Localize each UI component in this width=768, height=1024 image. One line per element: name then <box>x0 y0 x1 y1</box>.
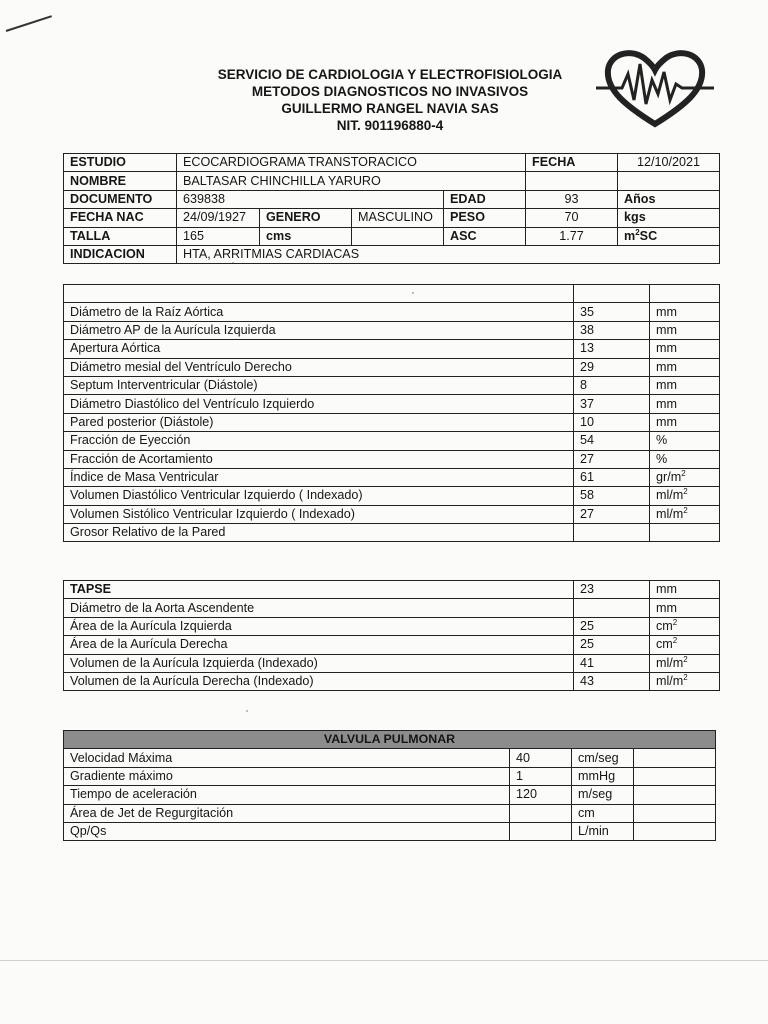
peso-value: 70 <box>526 209 618 227</box>
measurement-value: 10 <box>574 413 650 431</box>
measurement-label: Pared posterior (Diástole) <box>64 413 574 431</box>
measurement-value: 54 <box>574 432 650 450</box>
unit-superscript: 2 <box>683 505 688 515</box>
table-row <box>64 358 720 376</box>
empty-cell <box>634 822 716 840</box>
nombre-label: NOMBRE <box>64 172 177 190</box>
unit-text: % <box>656 451 668 466</box>
pulmonary-value <box>510 822 572 840</box>
unit-text: mm <box>656 582 677 597</box>
measurement-unit <box>650 599 720 617</box>
measurement-label: Volumen de la Aurícula Izquierda (Indexado) <box>64 654 574 672</box>
genero-label: GENERO <box>260 209 352 227</box>
pulmonary-unit: cm <box>572 804 634 822</box>
table-row <box>64 432 720 450</box>
measurement-label: Índice de Masa Ventricular <box>64 468 574 486</box>
unit-text: ml/m <box>656 488 684 503</box>
table-row <box>64 172 720 190</box>
pulmonary-valve-table <box>63 730 716 841</box>
table-row <box>64 321 720 339</box>
table-row <box>64 767 716 785</box>
pulmonary-valve-title: VALVULA PULMONAR <box>64 731 716 749</box>
unit-text: gr/m <box>656 470 682 485</box>
estudio-value: ECOCARDIOGRAMA TRANSTORACICO <box>177 154 526 172</box>
asc-label: ASC <box>444 227 526 245</box>
unit-text: mm <box>656 414 677 429</box>
table-row <box>64 731 716 749</box>
table-row <box>64 487 720 505</box>
measurement-label: Septum Interventricular (Diástole) <box>64 376 574 394</box>
measurement-value: 27 <box>574 450 650 468</box>
talla-unit: cms <box>260 227 352 245</box>
unit-superscript: 2 <box>683 672 688 682</box>
table-row <box>64 190 720 208</box>
table-row <box>64 804 716 822</box>
table-row <box>64 581 720 599</box>
pulmonary-unit: mmHg <box>572 767 634 785</box>
table-row <box>64 672 720 690</box>
unit-text: mm <box>656 600 677 615</box>
table-row <box>64 636 720 654</box>
measurement-unit <box>650 617 720 635</box>
empty-cell <box>634 804 716 822</box>
pulmonary-value: 120 <box>510 786 572 804</box>
table-row <box>64 227 720 245</box>
unit-text: ml/m <box>656 506 684 521</box>
header-line-3: GUILLERMO RANGEL NAVIA SAS <box>281 101 499 116</box>
right-heart-table <box>63 580 720 691</box>
fecha-nac-value: 24/09/1927 <box>177 209 260 227</box>
estudio-label: ESTUDIO <box>64 154 177 172</box>
measurement-label: Diámetro Diastólico del Ventrículo Izquierdo <box>64 395 574 413</box>
unit-text: mm <box>656 341 677 356</box>
empty-cell <box>574 285 650 303</box>
pulmonary-label: Tiempo de aceleración <box>64 786 510 804</box>
measurement-label: Fracción de Eyección <box>64 432 574 450</box>
empty-cell <box>634 786 716 804</box>
measurement-label: Volumen Sistólico Ventricular Izquierdo ( Indexado) <box>64 505 574 523</box>
unit-text: mm <box>656 304 677 319</box>
measurement-value: 25 <box>574 617 650 635</box>
measurement-value: 13 <box>574 340 650 358</box>
measurement-label: Área de la Aurícula Izquierda <box>64 617 574 635</box>
peso-unit: kgs <box>618 209 720 227</box>
unit-text: cm <box>656 637 673 652</box>
measurement-value: 41 <box>574 654 650 672</box>
measurement-value: 25 <box>574 636 650 654</box>
asc-value: 1.77 <box>526 227 618 245</box>
empty-cell <box>618 172 720 190</box>
table-row <box>64 395 720 413</box>
fecha-value: 12/10/2021 <box>618 154 720 172</box>
pulmonary-label: Velocidad Máxima <box>64 749 510 767</box>
table-row <box>64 245 720 263</box>
pulmonary-label: Gradiente máximo <box>64 767 510 785</box>
measurement-value: 23 <box>574 581 650 599</box>
unit-text: ml/m <box>656 655 684 670</box>
nombre-value: BALTASAR CHINCHILLA YARURO <box>177 172 526 190</box>
unit-text: cm <box>656 618 673 633</box>
table-row <box>64 786 716 804</box>
unit-text: ml/m <box>656 674 684 689</box>
pen-mark <box>6 15 52 32</box>
measurement-unit <box>650 524 720 542</box>
empty-cell <box>634 767 716 785</box>
header-line-1: SERVICIO DE CARDIOLOGIA Y ELECTROFISIOLOGIA <box>217 67 563 82</box>
measurement-value: 35 <box>574 303 650 321</box>
asc-unit-base: m <box>624 228 636 243</box>
table-row <box>64 413 720 431</box>
measurement-unit <box>650 636 720 654</box>
table-row <box>64 209 720 227</box>
patient-info-table <box>63 153 720 264</box>
unit-superscript: 2 <box>683 487 688 497</box>
unit-superscript: 2 <box>683 654 688 664</box>
table-row <box>64 450 720 468</box>
measurement-unit <box>650 581 720 599</box>
pulmonary-unit: cm/seg <box>572 749 634 767</box>
measurement-unit <box>650 303 720 321</box>
measurement-unit <box>650 505 720 523</box>
table-row <box>64 154 720 172</box>
measurement-value <box>574 599 650 617</box>
unit-text: mm <box>656 359 677 374</box>
pulmonary-value: 40 <box>510 749 572 767</box>
measurement-unit <box>650 468 720 486</box>
measurement-label: Fracción de Acortamiento <box>64 450 574 468</box>
measurement-unit <box>650 321 720 339</box>
asc-unit-tail: SC <box>639 228 658 243</box>
pulmonary-label: Área de Jet de Regurgitación <box>64 804 510 822</box>
scan-edge <box>0 960 768 961</box>
fecha-nac-label: FECHA NAC <box>64 209 177 227</box>
measurement-value: 43 <box>574 672 650 690</box>
table-row <box>64 599 720 617</box>
measurement-value: 29 <box>574 358 650 376</box>
measurement-value <box>574 524 650 542</box>
pulmonary-label: Qp/Qs <box>64 822 510 840</box>
talla-label: TALLA <box>64 227 177 245</box>
measurement-value: 37 <box>574 395 650 413</box>
pulmonary-unit: L/min <box>572 822 634 840</box>
measurement-label: Grosor Relativo de la Pared <box>64 524 574 542</box>
measurement-label: Diámetro mesial del Ventrículo Derecho <box>64 358 574 376</box>
unit-superscript: 2 <box>672 636 678 646</box>
measurement-label: Área de la Aurícula Derecha <box>64 636 574 654</box>
table-row <box>64 524 720 542</box>
measurement-label: Volumen de la Aurícula Derecha (Indexado) <box>64 672 574 690</box>
indicacion-value: HTA, ARRITMIAS CARDIACAS <box>177 245 720 263</box>
measurement-label: Diámetro AP de la Aurícula Izquierda <box>64 321 574 339</box>
unit-superscript: 2 <box>672 617 678 627</box>
measurement-unit <box>650 654 720 672</box>
measurement-label: Diámetro de la Aorta Ascendente <box>64 599 574 617</box>
empty-cell <box>650 285 720 303</box>
table-row <box>64 617 720 635</box>
documento-value: 639838 <box>177 190 444 208</box>
empty-cell <box>634 749 716 767</box>
measurement-value: 27 <box>574 505 650 523</box>
empty-cell <box>352 227 444 245</box>
table-row <box>64 505 720 523</box>
edad-value: 93 <box>526 190 618 208</box>
measurement-label: Diámetro de la Raíz Aórtica <box>64 303 574 321</box>
measurement-unit <box>650 432 720 450</box>
measurement-unit <box>650 450 720 468</box>
pulmonary-value: 1 <box>510 767 572 785</box>
unit-text: mm <box>656 396 677 411</box>
measurement-label: Volumen Diastólico Ventricular Izquierdo ( Indexado) <box>64 487 574 505</box>
peso-label: PESO <box>444 209 526 227</box>
talla-value: 165 <box>177 227 260 245</box>
measurement-unit <box>650 358 720 376</box>
genero-value: MASCULINO <box>352 209 444 227</box>
empty-cell <box>526 172 618 190</box>
measurement-value: 38 <box>574 321 650 339</box>
asc-unit <box>618 227 720 245</box>
table-row <box>64 340 720 358</box>
measurement-unit <box>650 672 720 690</box>
indicacion-label: INDICACION <box>64 245 177 263</box>
measurement-value: 61 <box>574 468 650 486</box>
table-row <box>64 376 720 394</box>
table-row <box>64 822 716 840</box>
fecha-label: FECHA <box>526 154 618 172</box>
table-row <box>64 285 720 303</box>
unit-text: mm <box>656 322 677 337</box>
measurement-unit <box>650 487 720 505</box>
measurement-value: 8 <box>574 376 650 394</box>
measurement-value: 58 <box>574 487 650 505</box>
documento-label: DOCUMENTO <box>64 190 177 208</box>
unit-superscript: 2 <box>681 468 686 478</box>
heart-ecg-logo-icon <box>596 44 714 130</box>
unit-text: mm <box>656 378 677 393</box>
measurement-unit <box>650 376 720 394</box>
table-row <box>64 654 720 672</box>
pulmonary-unit: m/seg <box>572 786 634 804</box>
measurement-label: Apertura Aórtica <box>64 340 574 358</box>
header-line-2: METODOS DIAGNOSTICOS NO INVASIVOS <box>251 84 529 99</box>
header-line-4: NIT. 901196880-4 <box>336 118 444 133</box>
pulmonary-value <box>510 804 572 822</box>
edad-label: EDAD <box>444 190 526 208</box>
table-row <box>64 468 720 486</box>
scan-speck <box>246 710 248 712</box>
asc-unit-sup: 2 <box>635 227 640 237</box>
measurements-table <box>63 284 720 542</box>
table-row <box>64 749 716 767</box>
measurement-unit <box>650 413 720 431</box>
unit-text: % <box>656 433 668 448</box>
document-header <box>150 66 630 134</box>
empty-cell <box>64 285 574 303</box>
edad-unit: Años <box>618 190 720 208</box>
measurement-unit <box>650 395 720 413</box>
table-row <box>64 303 720 321</box>
measurement-label: TAPSE <box>64 581 574 599</box>
measurement-unit <box>650 340 720 358</box>
